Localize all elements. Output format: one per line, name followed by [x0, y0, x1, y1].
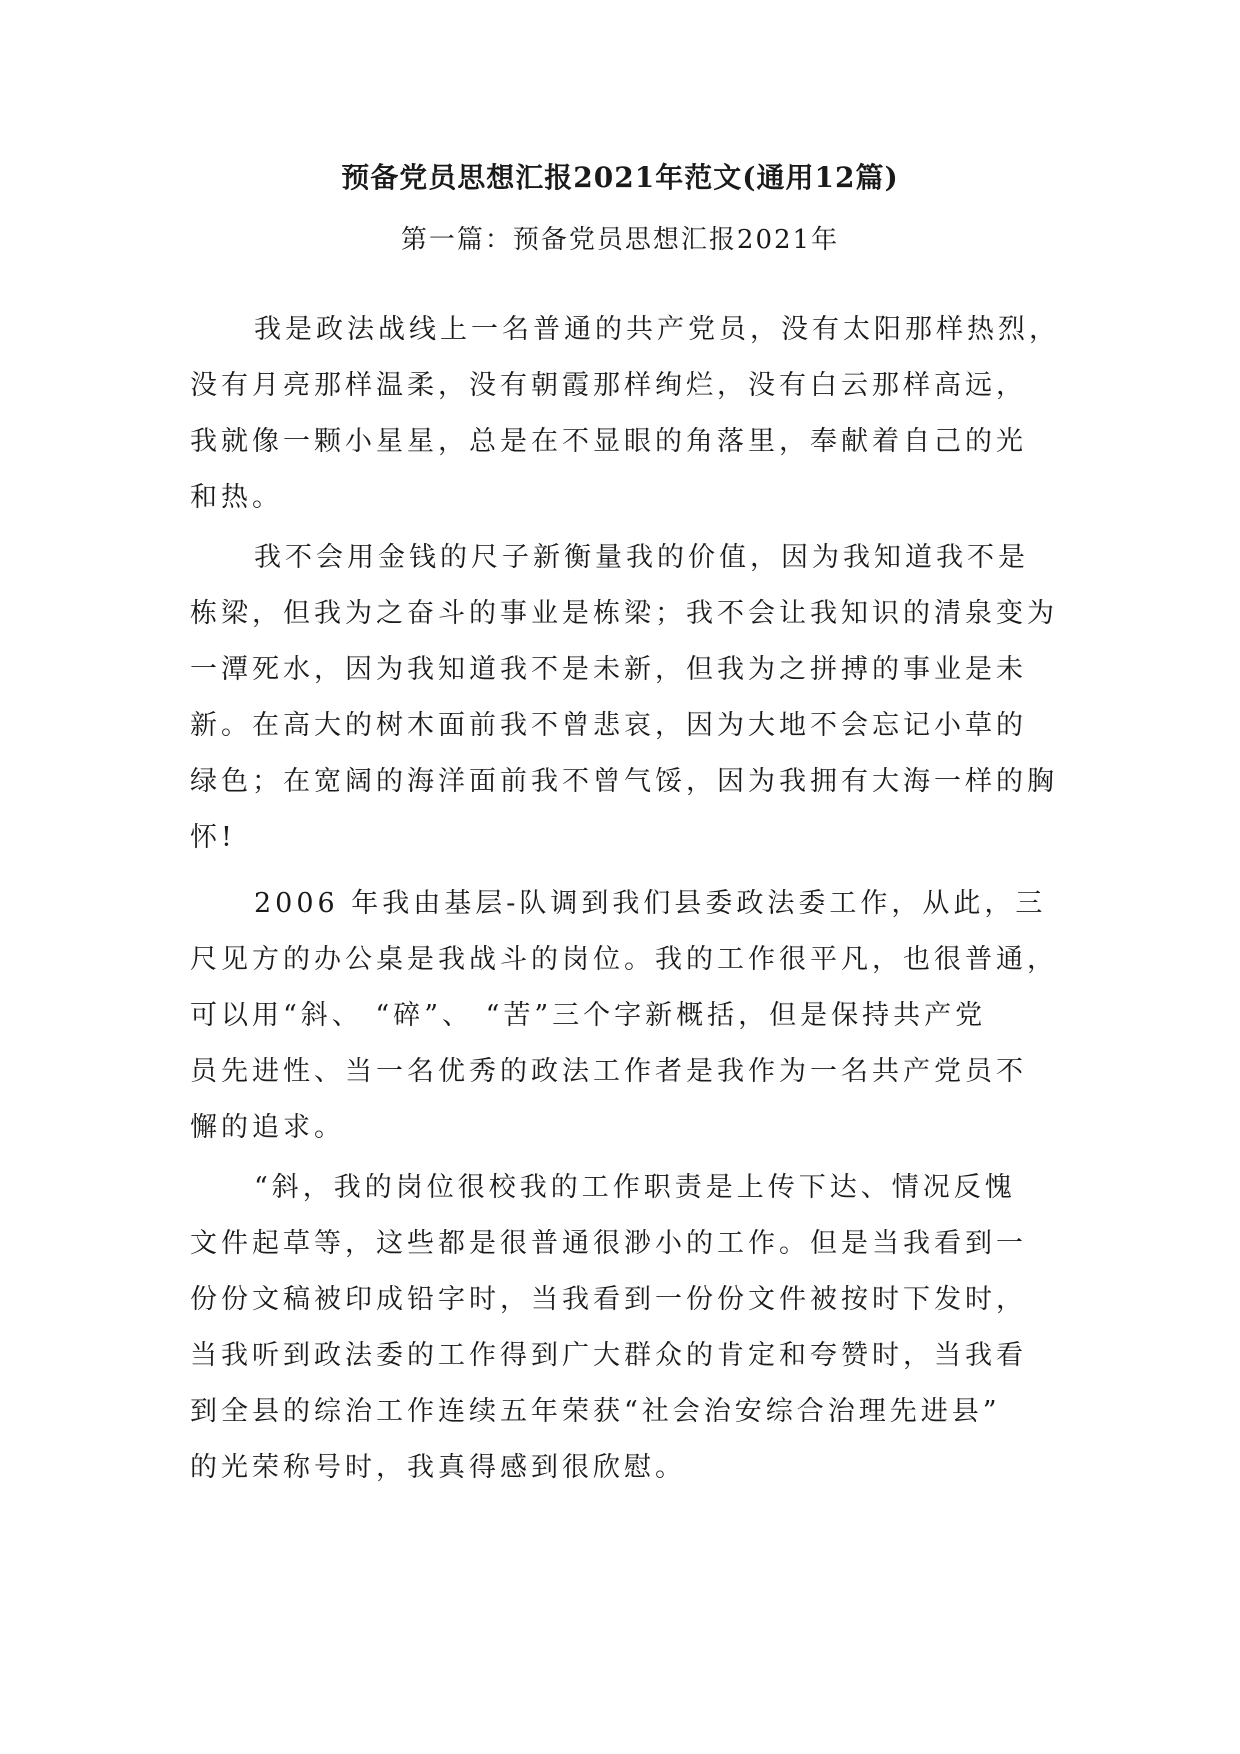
- paragraph-line: 员先进性、当一名优秀的政法工作者是我作为一名共产党员不: [190, 1056, 1027, 1087]
- paragraph-line: 的光荣称号时，我真得感到很欣慰。: [190, 1452, 686, 1483]
- paragraph-line: 绿色；在宽阔的海洋面前我不曾气馁，因为我拥有大海一样的胸: [190, 766, 1058, 797]
- paragraph-line: 当我听到政法委的工作得到广大群众的肯定和夸赞时，当我看: [190, 1340, 1027, 1371]
- paragraph-line: 可以用“斜、 “碎”、 “苦”三个字新概括，但是保持共产党: [190, 1000, 987, 1031]
- paragraph-line: 懈的追求。: [190, 1112, 345, 1143]
- paragraph-line: 份份文稿被印成铅字时，当我看到一份份文件被按时下发时，: [190, 1284, 1027, 1315]
- document-title: 预备党员思想汇报2021年范文(通用12篇): [341, 161, 899, 194]
- paragraph-line: 我不会用金钱的尺子新衡量我的价值，因为我知道我不是: [254, 542, 1029, 573]
- paragraph-line: 2006 年我由基层-队调到我们县委政法委工作，从此，三: [254, 888, 1047, 919]
- paragraph-line: “斜，我的岗位很校我的工作职责是上传下达、情况反愧: [254, 1172, 1016, 1203]
- paragraph-line: 到全县的综治工作连续五年荣获“社会治安综合治理先进县”: [190, 1396, 1001, 1427]
- document-subtitle: 第一篇：预备党员思想汇报2021年: [400, 225, 840, 255]
- paragraph-line: 文件起草等，这些都是很普通很渺小的工作。但是当我看到一: [190, 1228, 1027, 1259]
- paragraph-line: 我是政法战线上一名普通的共产党员，没有太阳那样热烈，: [254, 314, 1060, 345]
- paragraph-line: 新。在高大的树木面前我不曾悲哀，因为大地不会忘记小草的: [190, 710, 1027, 741]
- paragraph-line: 栋梁，但我为之奋斗的事业是栋梁；我不会让我知识的清泉变为: [190, 598, 1058, 629]
- paragraph-3: [190, 876, 1058, 1156]
- paragraph-line: 和热。: [190, 482, 283, 513]
- paragraph-4: [190, 1160, 1050, 1496]
- paragraph-line: 怀!: [190, 822, 236, 853]
- paragraph-line: 尺见方的办公桌是我战斗的岗位。我的工作很平凡，也很普通，: [190, 944, 1058, 975]
- paragraph-1: [190, 302, 1060, 526]
- paragraph-2: [190, 530, 1058, 866]
- paragraph-line: 我就像一颗小星星，总是在不显眼的角落里，奉献着自己的光: [190, 426, 1027, 457]
- paragraph-line: 没有月亮那样温柔，没有朝霞那样绚烂，没有白云那样高远，: [190, 370, 1027, 401]
- paragraph-line: 一潭死水，因为我知道我不是未新，但我为之拼搏的事业是未: [190, 654, 1027, 685]
